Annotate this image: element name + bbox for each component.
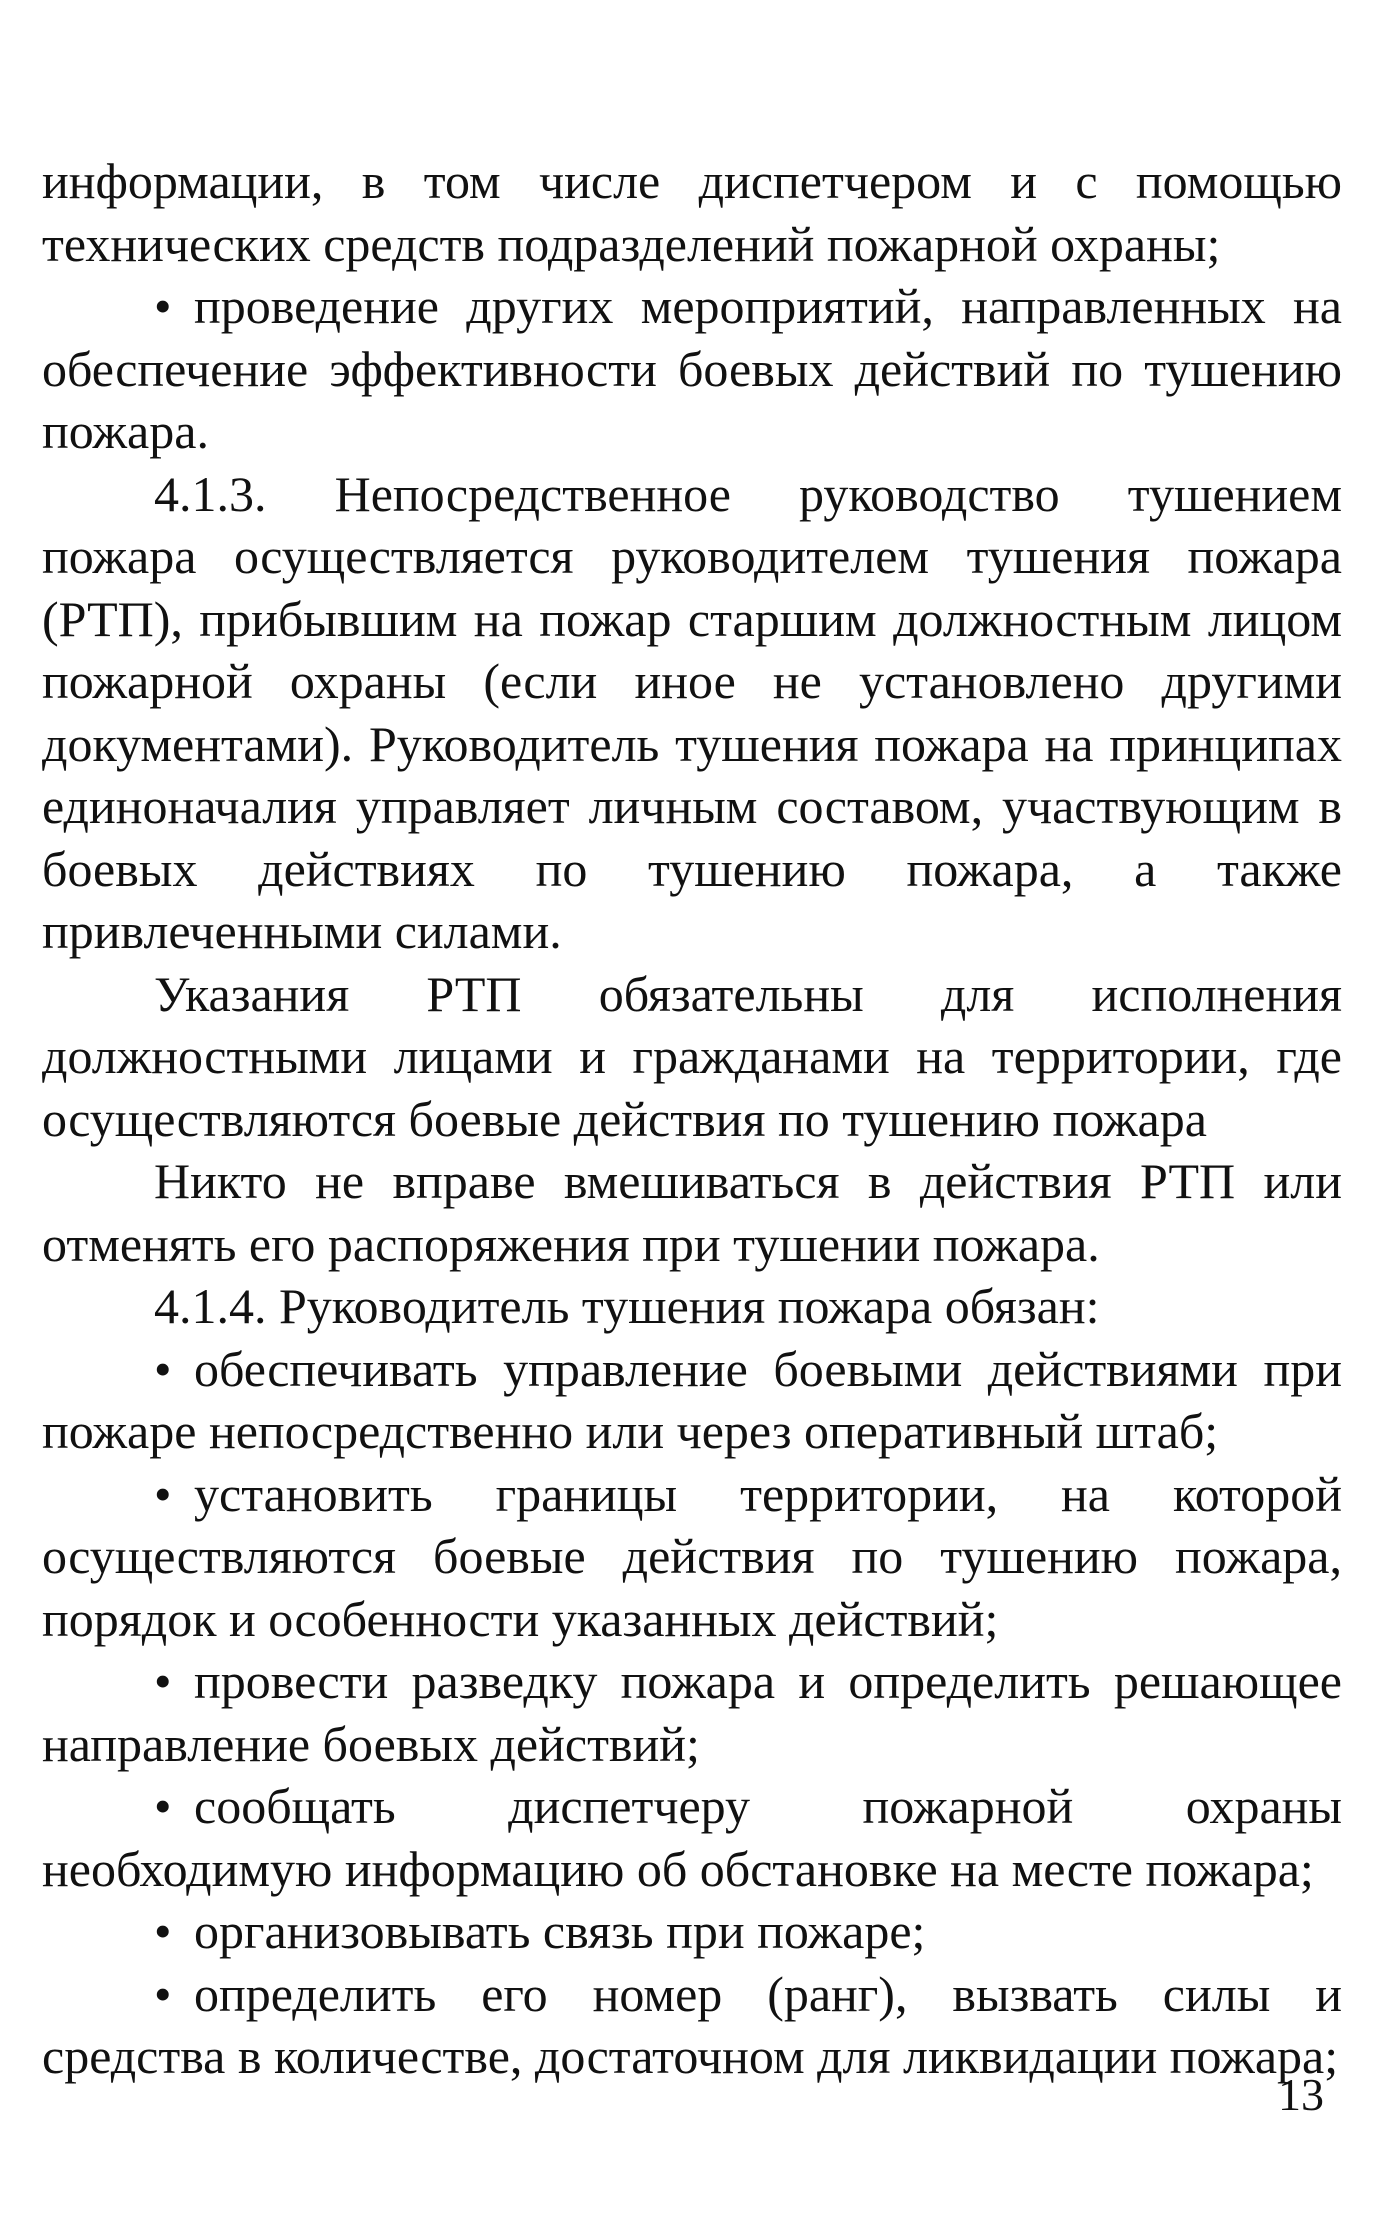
bullet-item	[42, 1963, 1342, 2088]
bullet-text: проведение других мероприятий, направленных на обеспечение эффективности боевых действий по тушению пожара.	[42, 278, 1342, 459]
paragraph-no-interference: Никто не вправе вмешиваться в действия РТП или отменять его распоряжения при тушении пожара.	[42, 1153, 1342, 1272]
bullet-item	[42, 275, 1342, 463]
bullet-icon: •	[154, 1965, 172, 2022]
bullet-icon: •	[154, 1778, 172, 1834]
bullet-item	[42, 1900, 1342, 1963]
bullet-item	[42, 1650, 1342, 1775]
bullet-text: организовывать связь при пожаре;	[194, 1903, 926, 1959]
bullet-item	[42, 1338, 1342, 1463]
paragraph-continuation: информации, в том числе диспетчером и с помощью технических средств подразделений пожарной охраны;	[42, 153, 1342, 272]
bullet-icon: •	[154, 1465, 172, 1522]
bullet-icon: •	[154, 1653, 172, 1709]
bullet-text: установить границы территории, на которой осуществляются боевые действия по тушению пожара, порядок и особенности указанных действий;	[42, 1465, 1342, 1647]
bullet-icon: •	[154, 1340, 172, 1397]
paragraph-4-1-4: 4.1.4. Руководитель тушения пожара обязан:	[154, 1278, 1100, 1334]
page-text	[42, 150, 1342, 2088]
bullet-icon: •	[154, 278, 172, 334]
bullet-text: определить его номер (ранг), вызвать силы и средства в количестве, достаточном для ликвидации пожара;	[42, 1965, 1342, 2084]
bullet-text: обеспечивать управление боевыми действиями при пожаре непосредственно или через оперативный штаб;	[42, 1340, 1342, 1459]
paragraph-rtp-instructions: Указания РТП обязательны для исполнения должностными лицами и гражданами на территории, где осуществляются боевые действия по тушению пожара	[42, 965, 1342, 1147]
bullet-item	[42, 1463, 1342, 1651]
bullet-text: сообщать диспетчеру пожарной охраны необходимую информацию об обстановке на месте пожара;	[42, 1778, 1342, 1897]
paragraph-4-1-3: 4.1.3. Непосредственное руководство тушением пожара осуществляется руководителем тушения пожара (РТП), прибывшим на пожар старшим должностным лицом пожарной охраны (если иное не установлено другими документами). Руководитель тушения пожара на принципах единоначалия управляет личным составом, участвующим в боевых действиях по тушению пожара, а также привлеченными силами.	[42, 465, 1342, 959]
page-number: 13	[1278, 2069, 1324, 2120]
bullet-item	[42, 1775, 1342, 1900]
bullet-icon: •	[154, 1903, 172, 1959]
bullet-text: провести разведку пожара и определить решающее направление боевых действий;	[42, 1653, 1342, 1772]
